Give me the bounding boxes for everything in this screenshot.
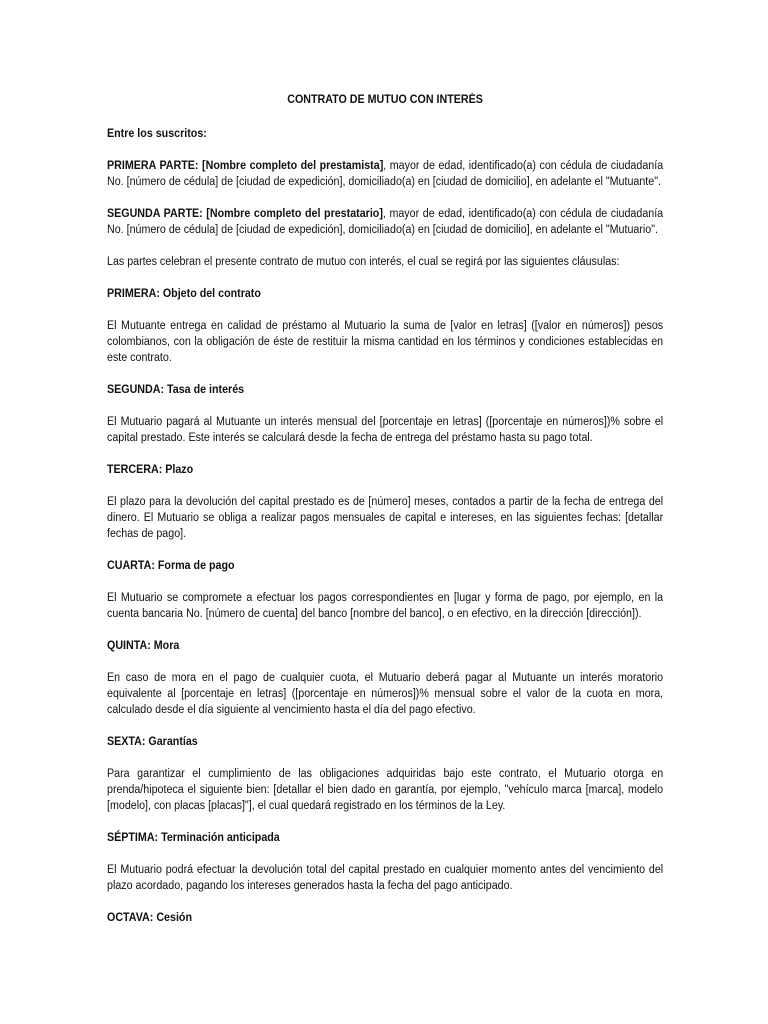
clause-heading: SÉPTIMA: Terminación anticipada: [107, 832, 280, 844]
clause-ordinal: QUINTA: [107, 640, 148, 652]
clause-body: El Mutuario podrá efectuar la devolución total del capital prestado en cualquier momento antes del vencimiento del plazo acordado, pagando los intereses generados hasta la fecha del pago anticipado.: [107, 864, 664, 892]
preamble-text: Las partes celebran el presente contrato de mutuo con interés, el cual se regirá por las siguientes cláusulas:: [107, 256, 620, 268]
segunda-parte-name: [Nombre completo del prestatario]: [206, 208, 383, 220]
primera-parte-text: , mayor de edad, identificado(a) con cédula de ciudadanía No. [número de cédula] de [ciudad de expedición], domiciliado(a) en [ciudad de domicilio], en adelante el "Mutuante".: [107, 160, 664, 188]
clause-title: Forma de pago: [157, 560, 235, 572]
clause-body: El plazo para la devolución del capital prestado es de [número] meses, contados a partir de la fecha de entrega del dinero. El Mutuario se obliga a realizar pagos mensuales de capital e intereses, en las siguientes fechas: [detallar fechas de pago].: [107, 496, 664, 540]
clause-title: Terminación anticipada: [161, 832, 280, 844]
clause-heading: TERCERA: Plazo: [107, 464, 194, 476]
clause-ordinal: PRIMERA: [107, 288, 157, 300]
clause-title: Garantías: [148, 736, 198, 748]
primera-parte-paragraph: PRIMERA PARTE: [Nombre completo del prestamista], mayor de edad, identificado(a) con cédula de ciudadanía No. [número de cédula] de [ciudad de expedición], domiciliado(a) en [ciudad de domicilio], en adelante el "Mutuante".: [107, 160, 664, 188]
primera-parte-label: PRIMERA PARTE: [107, 160, 195, 172]
clause-ordinal: OCTAVA: [107, 912, 150, 924]
clause-body: En caso de mora en el pago de cualquier cuota, el Mutuario deberá pagar al Mutuante un interés moratorio equivalente al [porcentaje en letras] ([porcentaje en números])% mensual sobre el valor de la cuota en mora, calculado desde el día siguiente al vencimiento hasta el día del pago efectivo.: [107, 672, 664, 716]
clause-title: Tasa de interés: [167, 384, 245, 396]
document-page: [107, 92, 664, 942]
clause-ordinal: SÉPTIMA: [107, 832, 155, 844]
segunda-parte-paragraph: SEGUNDA PARTE: [Nombre completo del prestatario], mayor de edad, identificado(a) con cédula de ciudadanía No. [número de cédula] de [ciudad de expedición], domiciliado(a) en [ciudad de domicilio], en adelante el "Mutuario".: [107, 208, 664, 236]
clause-title: Cesión: [156, 912, 192, 924]
clause-ordinal: SEGUNDA: [107, 384, 161, 396]
primera-parte-name: [Nombre completo del prestamista]: [202, 160, 384, 172]
clause-ordinal: TERCERA: [107, 464, 159, 476]
clause-title: Mora: [153, 640, 180, 652]
clause-body: Para garantizar el cumplimiento de las obligaciones adquiridas bajo este contrato, el Mutuario otorga en prenda/hipoteca el siguiente bien: [detallar el bien dado en garantía, por ejemplo, "vehículo marca [marca], modelo [modelo], con placas [placas]"], el cual quedará registrado en los términos de la Ley.: [107, 768, 664, 812]
clause-heading: SEXTA: Garantías: [107, 736, 198, 748]
clause-heading: OCTAVA: Cesión: [107, 912, 192, 924]
clause-heading: CUARTA: Forma de pago: [107, 560, 235, 572]
clause-heading: PRIMERA: Objeto del contrato: [107, 288, 261, 300]
clause-ordinal: CUARTA: [107, 560, 152, 572]
clause-title: Objeto del contrato: [162, 288, 261, 300]
document-title: CONTRATO DE MUTUO CON INTERÉS: [287, 94, 483, 106]
clause-body: El Mutuario se compromete a efectuar los pagos correspondientes en [lugar y forma de pago, por ejemplo, en la cuenta bancaria No. [número de cuenta] del banco [nombre del banco], o en efectivo, en la dirección [dirección]).: [107, 592, 664, 620]
segunda-parte-text: , mayor de edad, identificado(a) con cédula de ciudadanía No. [número de cédula] de [ciudad de expedición], domiciliado(a) en [ciudad de domicilio], en adelante el "Mutuario".: [107, 208, 664, 236]
segunda-parte-label: SEGUNDA PARTE: [107, 208, 200, 220]
clause-title: Plazo: [165, 464, 194, 476]
intro-text: Entre los suscritos:: [107, 128, 207, 140]
clause-heading: QUINTA: Mora: [107, 640, 180, 652]
clause-body: El Mutuante entrega en calidad de préstamo al Mutuario la suma de [valor en letras] ([valor en números]) pesos colombianos, con la obligación de éste de restituir la misma cantidad en los términos y condiciones establecidas en este contrato.: [107, 320, 664, 364]
clause-heading: SEGUNDA: Tasa de interés: [107, 384, 245, 396]
clause-ordinal: SEXTA: [107, 736, 142, 748]
clause-body: El Mutuario pagará al Mutuante un interés mensual del [porcentaje en letras] ([porcentaje en números])% sobre el capital prestado. Este interés se calculará desde la fecha de entrega del préstamo hasta su pago total.: [107, 416, 664, 444]
